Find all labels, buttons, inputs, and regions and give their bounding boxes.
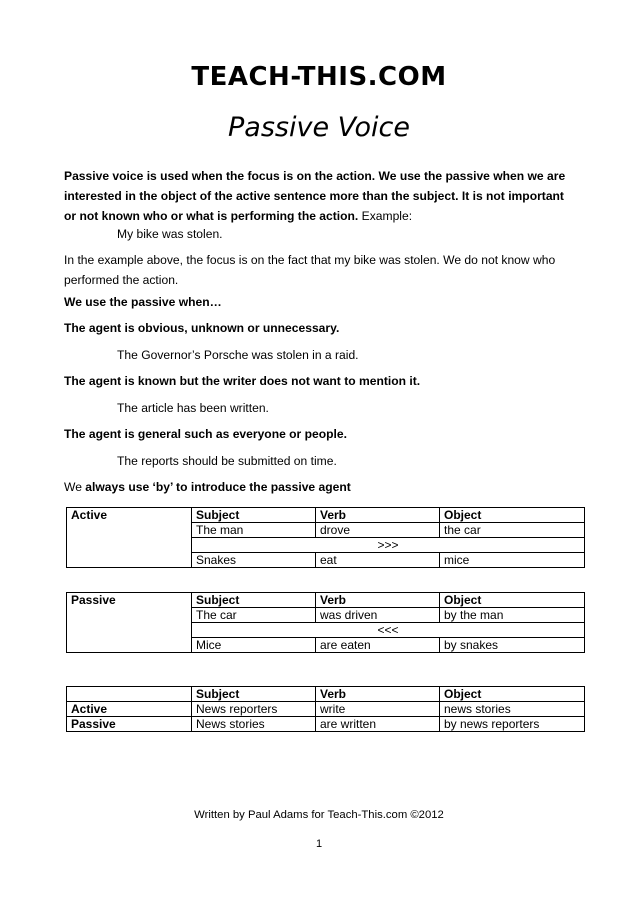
table-cell: mice [440,553,585,568]
header-cell: Subject [192,593,316,608]
header-cell: Object [440,687,585,702]
case-example: The reports should be submitted on time. [117,454,337,468]
table-row [67,717,585,732]
example-sentence: My bike was stolen. [117,227,223,241]
empty-corner-cell [67,687,192,702]
table-cell: are written [316,717,440,732]
by-agent-note [64,477,574,497]
page-title: Passive Voice [228,112,410,143]
table-cell: by snakes [440,638,585,653]
by-note-bold: always use ‘by’ to introduce the passive agent [81,480,351,494]
table-cell: eat [316,553,440,568]
table-cell: drove [316,523,440,538]
passive-table [66,592,585,653]
row-label: Active [67,702,192,717]
case-rule: The agent is known but the writer does not want to mention it. [64,374,421,388]
intro-example-word: Example: [361,209,413,223]
by-note-prefix: We [64,480,82,494]
table-cell: was driven [316,608,440,623]
table-cell: News reporters [192,702,316,717]
table-cell: by the man [440,608,585,623]
case-example: The article has been written. [117,401,269,415]
case-example: The Governor’s Porsche was stolen in a raid. [117,348,359,362]
table-row [67,593,585,608]
arrow-cell: >>> [192,538,585,553]
table-label: Passive [67,593,192,653]
table-cell: Mice [192,638,316,653]
use-heading: We use the passive when… [64,295,222,309]
footer-credit: Written by Paul Adams for Teach-This.com ©2012 [194,809,444,821]
active-table [66,507,585,568]
case-rule: The agent is obvious, unknown or unnecessary. [64,321,340,335]
header-cell: Object [440,508,585,523]
row-label: Passive [67,717,192,732]
table-cell: are eaten [316,638,440,653]
header-cell: Verb [316,508,440,523]
intro-bold-text: Passive voice is used when the focus is on the action. We use the passive when we are interested in the object of the active sentence more than the subject. It is not important or not known who or what is performing the action. [64,169,566,223]
table-cell: the car [440,523,585,538]
arrow-cell: <<< [192,623,585,638]
table-row [67,508,585,523]
explanation-paragraph: In the example above, the focus is on the fact that my bike was stolen. We do not know who performed the action. [64,253,556,287]
table-cell: by news reporters [440,717,585,732]
table-row [67,687,585,702]
header-cell: Subject [192,687,316,702]
table-cell: The man [192,523,316,538]
header-cell: Verb [316,593,440,608]
page-number: 1 [315,838,323,850]
brand-logo-text: TEACH-THIS.COM [191,62,447,92]
table-cell: Snakes [192,553,316,568]
table-cell: write [316,702,440,717]
intro-paragraph [64,166,574,226]
case-rule: The agent is general such as everyone or people. [64,427,347,441]
header-cell: Object [440,593,585,608]
table-cell: The car [192,608,316,623]
table-row [67,702,585,717]
header-cell: Subject [192,508,316,523]
compare-table [66,686,585,732]
table-label: Active [67,508,192,568]
table-cell: news stories [440,702,585,717]
table-cell: News stories [192,717,316,732]
header-cell: Verb [316,687,440,702]
